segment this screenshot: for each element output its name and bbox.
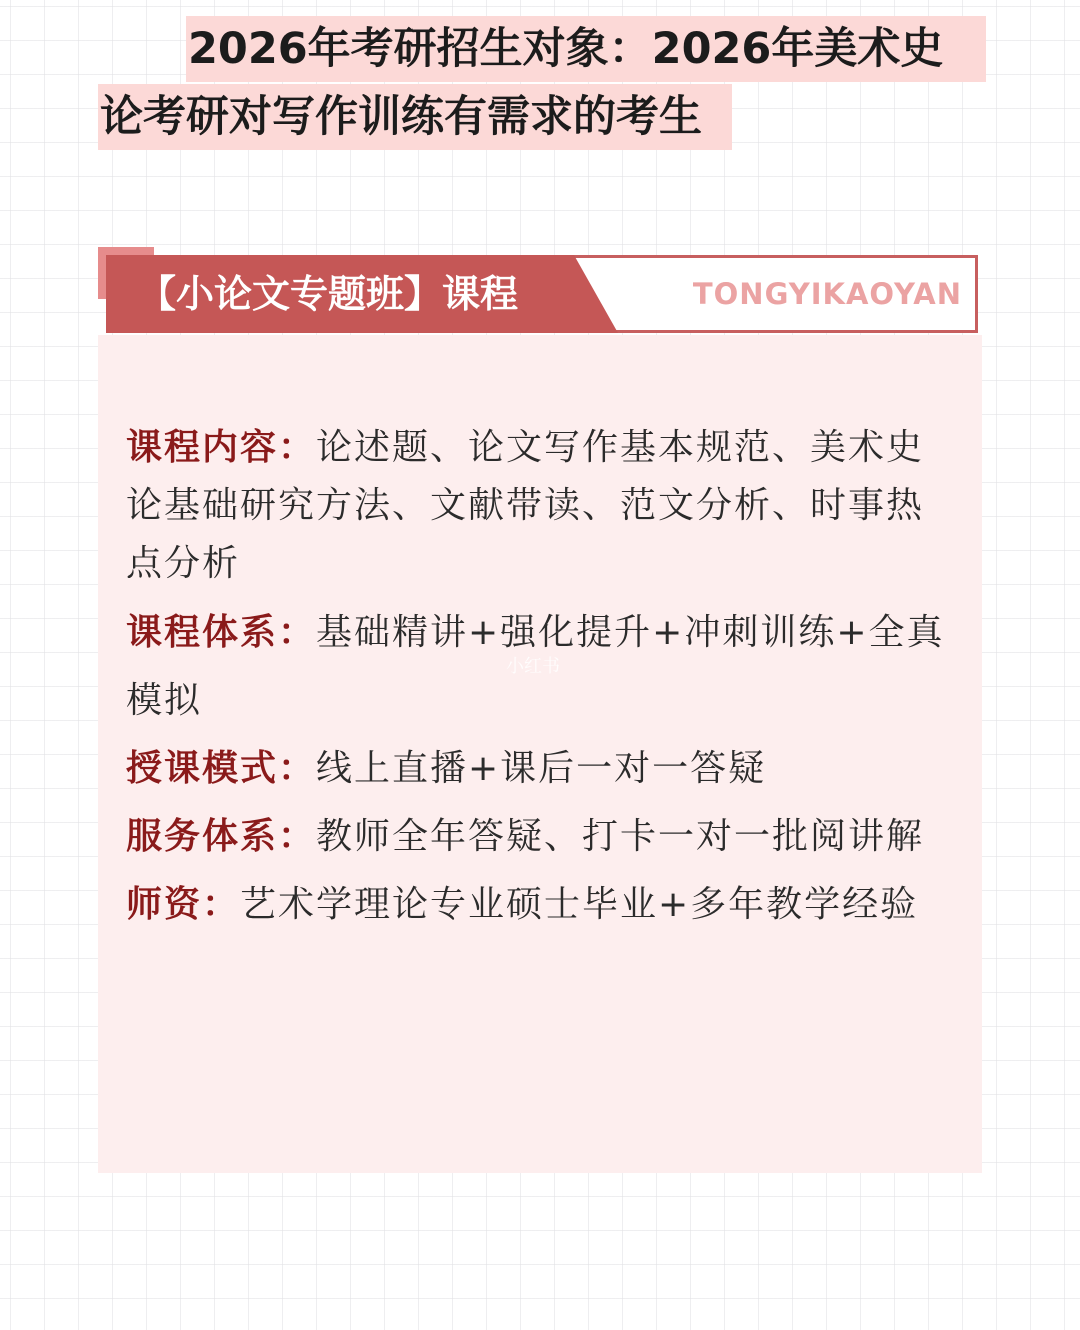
detail-label: 课程内容： [126,427,317,468]
detail-label: 课程体系： [126,612,317,653]
detail-text: 线上直播+课后一对一答疑 [316,748,767,789]
detail-label: 服务体系： [126,816,317,857]
banner-title: 【小论文专题班】课程 [138,272,519,316]
banner-subtitle: TONGYIKAOYAN [692,277,962,311]
detail-label: 师资： [126,884,241,925]
course-details [126,419,954,939]
watermark: 小红书 [506,656,560,677]
detail-text: 基础精讲+强化提升+冲刺训练+全真模拟 [126,612,945,721]
detail-text: 教师全年答疑、打卡一对一批阅讲解 [316,816,925,857]
detail-label: 授课模式： [126,748,317,789]
heading-line-1: 2026年考研招生对象：2026年美术史 [186,16,986,82]
detail-course-content [126,419,954,593]
detail-text: 论述题、论文写作基本规范、美术史论基础研究方法、文献带读、范文分析、时事热点分析 [126,427,925,584]
detail-service-system [126,803,954,871]
course-card [98,247,982,1173]
detail-teaching-mode [126,735,954,803]
detail-faculty [126,871,954,939]
detail-text: 艺术学理论专业硕士毕业+多年教学经验 [240,884,919,925]
heading-line-2: 论考研对写作训练有需求的考生 [98,84,732,150]
